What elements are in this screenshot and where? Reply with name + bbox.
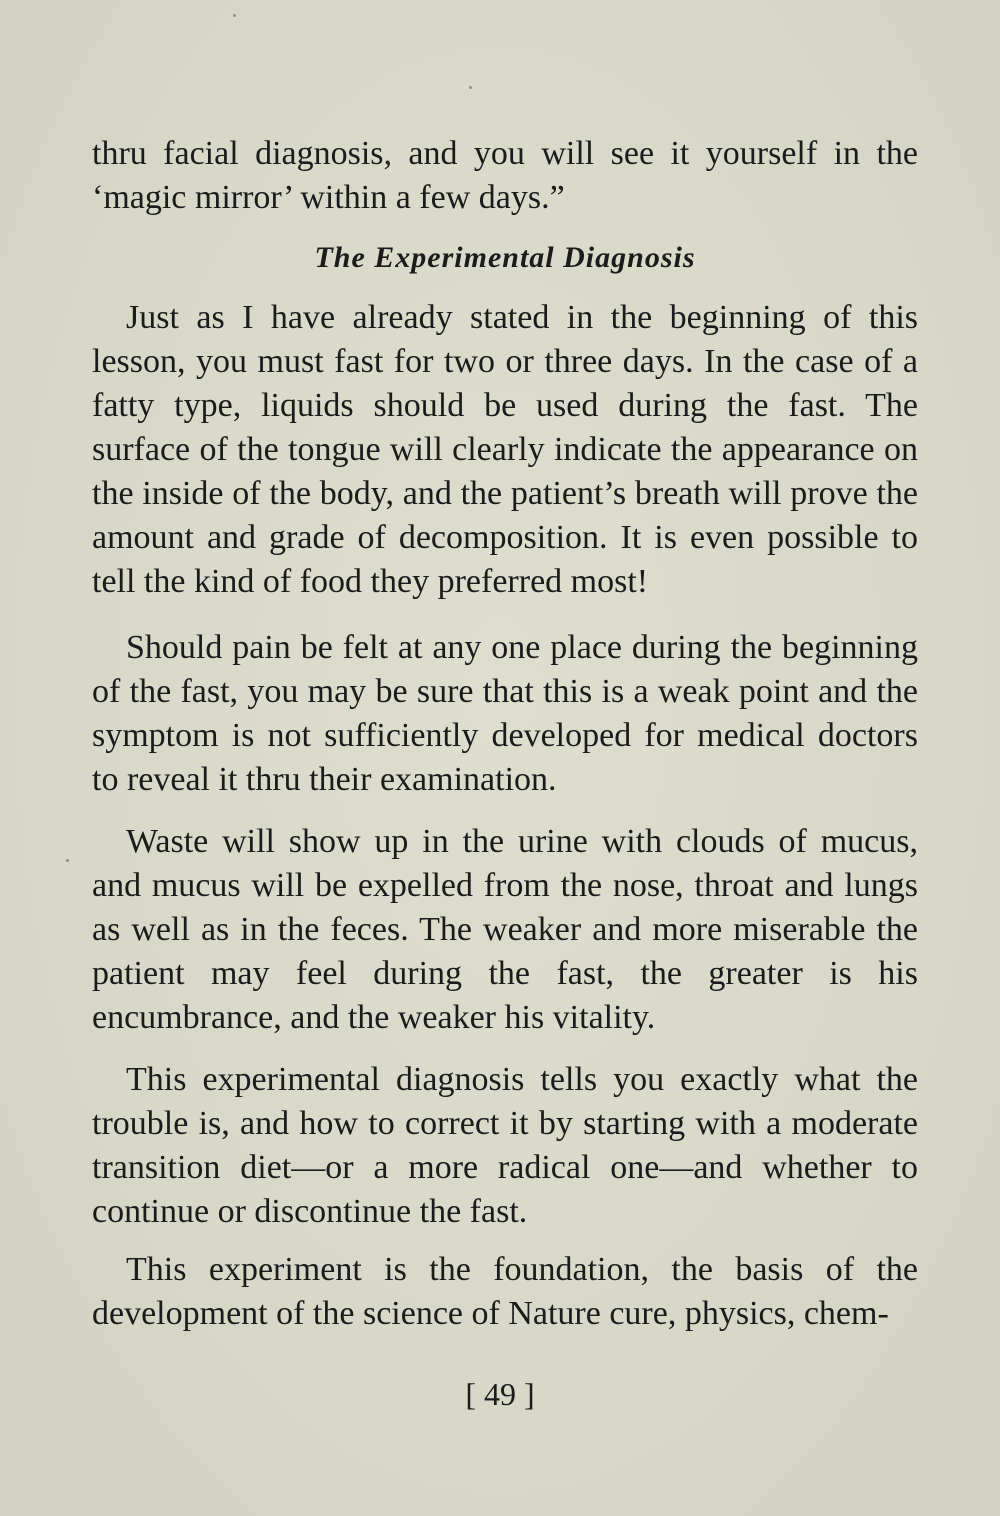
continued-paragraph: thru facial diagnosis, and you will see it yourself in the ‘magic mirror’ within a few days.” (92, 135, 918, 216)
body-paragraph: Just as I have already stated in the beginning of this lesson, you must fast for two or three days. In the case of a fatty type, liquids should be used during the fast. The surface of the tongue will clearly indicate the appearance on the inside of the body, and the patient’s breath will prove the amount and grade of decomposition. It is even possible to tell the kind of food they preferred most! (92, 299, 918, 600)
page-speck (66, 859, 69, 862)
page-number: [ 49 ] (465, 1376, 535, 1412)
page-speck (469, 86, 472, 89)
body-paragraph: This experiment is the foundation, the basis of the development of the science of Nature cure, physics, chem- (92, 1251, 918, 1332)
body-paragraph: Should pain be felt at any one place during the beginning of the fast, you may be sure that this is a weak point and the symptom is not sufficiently developed for medical doctors to reveal it thru their examination. (92, 629, 918, 798)
section-heading: The Experimental Diagnosis (314, 241, 696, 274)
body-paragraph: Waste will show up in the urine with clouds of mucus, and mucus will be expelled from the nose, throat and lungs as well as in the feces. The weaker and more miserable the patient may feel during the fast, the greater is his encumbrance, and the weaker his vitality. (92, 823, 918, 1036)
page-speck (233, 14, 236, 17)
body-paragraph: This experimental diagnosis tells you exactly what the trouble is, and how to correct it by starting with a moderate transition diet—or a more radical one—and whether to continue or discontinue the fast. (92, 1061, 918, 1230)
